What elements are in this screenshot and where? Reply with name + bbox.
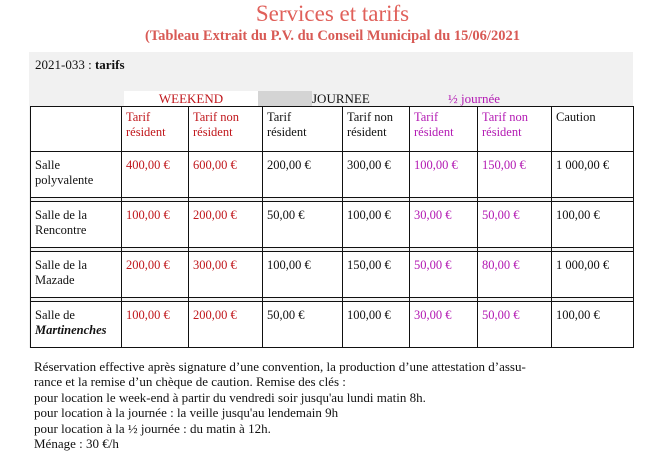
price-cell: 150,00 €: [478, 152, 552, 198]
deposit-cell: 100,00 €: [552, 202, 634, 248]
table-row: [31, 252, 634, 298]
note-line: Réservation effective après signature d’une convention, la production d’une attestation d’assu-: [34, 359, 526, 374]
group-header-journee: JOURNEE: [312, 91, 370, 106]
note-line: pour location le week-end à partir du vendredi soir jusqu'au lundi matin 8h.: [34, 389, 426, 405]
price-cell: 400,00 €: [122, 152, 189, 198]
deposit-cell: 1 000,00 €: [552, 252, 634, 298]
col-header: Tarif non résident: [343, 107, 410, 152]
group-header-demi-journee: ½ journée: [448, 91, 500, 106]
deposit-cell: 1 000,00 €: [552, 152, 634, 198]
room-name: Salle de Martinenches: [31, 302, 122, 348]
col-header: Tarif non résident: [189, 107, 263, 152]
price-cell: 100,00 €: [122, 202, 189, 248]
price-cell: 50,00 €: [410, 252, 478, 298]
page-subtitle: (Tableau Extrait du P.V. du Conseil Municipal du 15/06/2021: [145, 28, 520, 44]
deposit-cell: 100,00 €: [552, 302, 634, 348]
price-cell: 50,00 €: [478, 302, 552, 348]
price-cell: 100,00 €: [122, 302, 189, 348]
decision-number: 2021-033 :: [35, 57, 92, 72]
table-header-row: [31, 107, 634, 152]
col-header: Caution: [552, 107, 634, 152]
room-name: Salle de la Mazade: [31, 252, 122, 298]
price-cell: 100,00 €: [410, 152, 478, 198]
note-line: pour location à la ½ journée : du matin à 12h.: [34, 420, 271, 436]
room-name: Salle polyvalente: [31, 152, 122, 198]
reservation-notes: [34, 359, 644, 451]
col-header: Tarif non résident: [478, 107, 552, 152]
price-cell: 200,00 €: [189, 302, 263, 348]
price-cell: 50,00 €: [263, 302, 343, 348]
price-cell: 30,00 €: [410, 302, 478, 348]
note-line: rance et la remise d’un chèque de caution. Remise des clés :: [34, 374, 346, 390]
decision-label: tarifs: [94, 57, 125, 72]
price-cell: 100,00 €: [343, 302, 410, 348]
group-header-weekend: WEEKEND: [124, 91, 258, 107]
table-row: [31, 152, 634, 198]
price-cell: 100,00 €: [263, 252, 343, 298]
price-cell: 200,00 €: [263, 152, 343, 198]
price-cell: 200,00 €: [122, 252, 189, 298]
price-cell: 600,00 €: [189, 152, 263, 198]
room-name: Salle de la Rencontre: [31, 202, 122, 248]
decision-reference: [35, 57, 125, 73]
tariff-table: [30, 106, 634, 348]
price-cell: 300,00 €: [343, 152, 410, 198]
group-header-gap: [258, 91, 312, 107]
price-cell: 150,00 €: [343, 252, 410, 298]
col-header: Tarif résident: [122, 107, 189, 152]
price-cell: 50,00 €: [263, 202, 343, 248]
note-line: pour location à la journée : la veille jusqu'au lendemain 9h: [34, 405, 339, 421]
price-cell: 80,00 €: [478, 252, 552, 298]
price-cell: 50,00 €: [478, 202, 552, 248]
price-cell: 100,00 €: [343, 202, 410, 248]
note-line: Ménage : 30 €/h: [34, 436, 119, 452]
col-header: Tarif résident: [263, 107, 343, 152]
col-header: Tarif résident: [410, 107, 478, 152]
table-row: [31, 302, 634, 348]
table-row: [31, 202, 634, 248]
header-corner: [31, 107, 122, 152]
price-cell: 30,00 €: [410, 202, 478, 248]
price-cell: 300,00 €: [189, 252, 263, 298]
price-cell: 200,00 €: [189, 202, 263, 248]
page-title: Services et tarifs: [255, 1, 410, 26]
